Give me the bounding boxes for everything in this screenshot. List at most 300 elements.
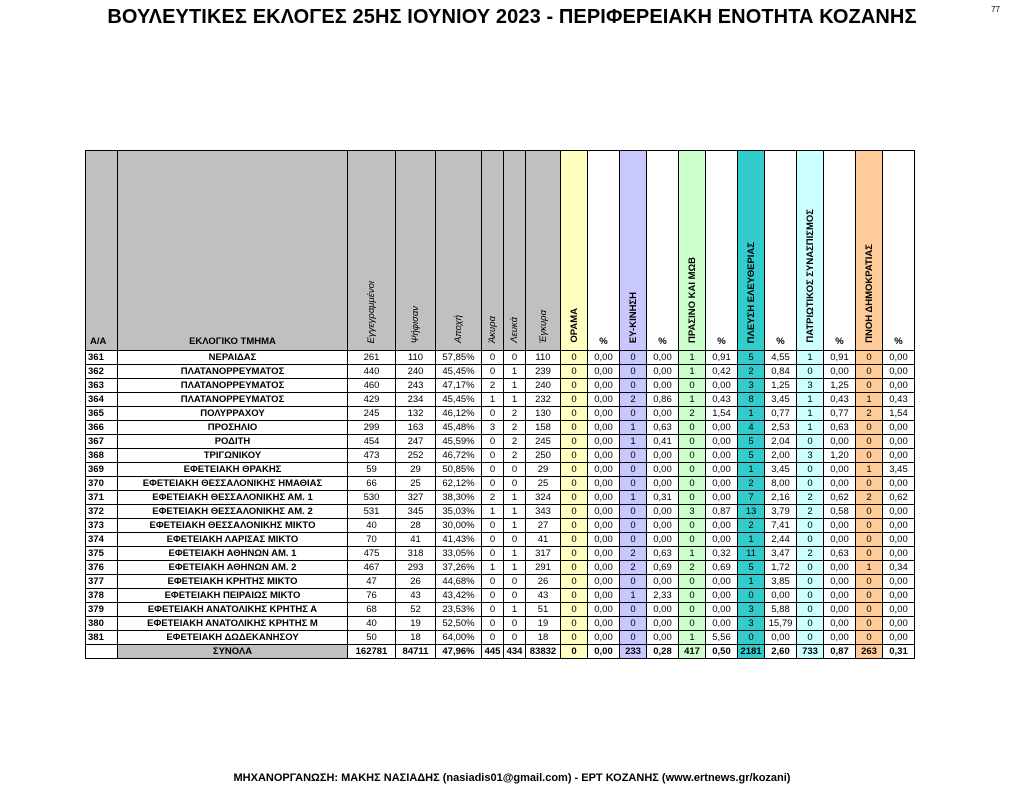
cell-orama: 0 bbox=[561, 477, 588, 491]
cell-voted: 132 bbox=[396, 407, 436, 421]
cell-orama-pct: 0,00 bbox=[588, 351, 620, 365]
cell-patriotikos-pct: 0,00 bbox=[824, 631, 856, 645]
cell-blank: 2 bbox=[504, 435, 526, 449]
cell-pnoi-pct: 0,00 bbox=[883, 533, 915, 547]
cell-orama: 0 bbox=[561, 365, 588, 379]
cell-evkinisi: 2 bbox=[620, 547, 647, 561]
cell-evkinisi: 0 bbox=[620, 617, 647, 631]
cell-abstention: 38,30% bbox=[436, 491, 482, 505]
cell-voted: 252 bbox=[396, 449, 436, 463]
cell-pnoi: 0 bbox=[856, 547, 883, 561]
cell-invalid: 0 bbox=[482, 463, 504, 477]
cell-pleusi: 2181 bbox=[738, 645, 765, 659]
cell-registered: 440 bbox=[348, 365, 396, 379]
cell-orama-pct: 0,00 bbox=[588, 379, 620, 393]
cell-pnoi-pct: 0,00 bbox=[883, 435, 915, 449]
cell-evkinisi-pct: 0,00 bbox=[647, 617, 679, 631]
cell-blank: 1 bbox=[504, 547, 526, 561]
cell-invalid: 0 bbox=[482, 617, 504, 631]
cell-patriotikos: 0 bbox=[797, 435, 824, 449]
cell-valid: 19 bbox=[526, 617, 561, 631]
table-row bbox=[86, 421, 915, 435]
col-blank-header: Λευκά bbox=[504, 151, 526, 351]
cell-valid: 343 bbox=[526, 505, 561, 519]
cell-prasino: 0 bbox=[679, 449, 706, 463]
col-invalid-header: Άκυρα bbox=[482, 151, 504, 351]
cell-evkinisi: 1 bbox=[620, 491, 647, 505]
cell-voted: 327 bbox=[396, 491, 436, 505]
cell-valid: 18 bbox=[526, 631, 561, 645]
cell-invalid: 0 bbox=[482, 631, 504, 645]
cell-valid: 291 bbox=[526, 561, 561, 575]
cell-pleusi: 4 bbox=[738, 421, 765, 435]
cell-invalid: 0 bbox=[482, 589, 504, 603]
cell-aa: 372 bbox=[86, 505, 118, 519]
cell-prasino-pct: 0,00 bbox=[706, 449, 738, 463]
cell-prasino-pct: 0,69 bbox=[706, 561, 738, 575]
cell-valid: 29 bbox=[526, 463, 561, 477]
cell-evkinisi-pct: 0,00 bbox=[647, 463, 679, 477]
cell-aa bbox=[86, 645, 118, 659]
cell-prasino: 0 bbox=[679, 477, 706, 491]
cell-section: ΝΕΡΑΙΔΑΣ bbox=[118, 351, 348, 365]
cell-section: ΤΡΙΓΩΝΙΚΟΥ bbox=[118, 449, 348, 463]
cell-orama-pct: 0,00 bbox=[588, 547, 620, 561]
cell-pnoi-pct: 0,00 bbox=[883, 547, 915, 561]
cell-patriotikos: 0 bbox=[797, 477, 824, 491]
cell-aa: 368 bbox=[86, 449, 118, 463]
cell-pnoi: 2 bbox=[856, 407, 883, 421]
cell-pleusi: 3 bbox=[738, 379, 765, 393]
cell-pnoi: 1 bbox=[856, 561, 883, 575]
cell-orama: 0 bbox=[561, 393, 588, 407]
cell-pnoi-pct: 0,00 bbox=[883, 631, 915, 645]
cell-pnoi: 263 bbox=[856, 645, 883, 659]
cell-prasino: 1 bbox=[679, 365, 706, 379]
cell-invalid: 0 bbox=[482, 575, 504, 589]
cell-prasino: 0 bbox=[679, 575, 706, 589]
cell-patriotikos-pct: 0,00 bbox=[824, 575, 856, 589]
cell-aa: 373 bbox=[86, 519, 118, 533]
cell-pnoi-pct: 0,00 bbox=[883, 351, 915, 365]
cell-evkinisi: 0 bbox=[620, 477, 647, 491]
cell-pnoi-pct: 0,00 bbox=[883, 589, 915, 603]
col-evkinisi-pct-header: % bbox=[647, 151, 679, 351]
cell-valid: 324 bbox=[526, 491, 561, 505]
cell-pnoi-pct: 0,00 bbox=[883, 477, 915, 491]
cell-prasino-pct: 0,00 bbox=[706, 617, 738, 631]
cell-pleusi-pct: 4,55 bbox=[765, 351, 797, 365]
cell-orama: 0 bbox=[561, 379, 588, 393]
cell-orama: 0 bbox=[561, 631, 588, 645]
cell-valid: 240 bbox=[526, 379, 561, 393]
cell-evkinisi-pct: 0,69 bbox=[647, 561, 679, 575]
cell-pleusi-pct: 15,79 bbox=[765, 617, 797, 631]
cell-prasino: 1 bbox=[679, 631, 706, 645]
cell-orama-pct: 0,00 bbox=[588, 617, 620, 631]
cell-patriotikos: 0 bbox=[797, 575, 824, 589]
cell-patriotikos: 1 bbox=[797, 351, 824, 365]
page-title: ΒΟΥΛΕΥΤΙΚΕΣ ΕΚΛΟΓΕΣ 25ΗΣ ΙΟΥΝΙΟΥ 2023 - ΠΕΡΙΦΕΡΕΙΑΚΗ ΕΝΟΤΗΤΑ ΚΟΖΑΝΗΣ bbox=[107, 6, 917, 28]
cell-abstention: 44,68% bbox=[436, 575, 482, 589]
cell-aa: 377 bbox=[86, 575, 118, 589]
cell-orama-pct: 0,00 bbox=[588, 393, 620, 407]
cell-evkinisi: 0 bbox=[620, 351, 647, 365]
cell-section: ΕΦΕΤΕΙΑΚΗ ΘΕΣΣΑΛΟΝΙΚΗΣ ΑΜ. 1 bbox=[118, 491, 348, 505]
cell-orama: 0 bbox=[561, 435, 588, 449]
cell-abstention: 50,85% bbox=[436, 463, 482, 477]
cell-invalid: 0 bbox=[482, 519, 504, 533]
cell-blank: 0 bbox=[504, 351, 526, 365]
cell-patriotikos: 0 bbox=[797, 589, 824, 603]
table-row bbox=[86, 365, 915, 379]
cell-orama-pct: 0,00 bbox=[588, 603, 620, 617]
cell-aa: 379 bbox=[86, 603, 118, 617]
cell-pleusi: 1 bbox=[738, 533, 765, 547]
cell-evkinisi-pct: 0,63 bbox=[647, 547, 679, 561]
cell-pleusi: 5 bbox=[738, 435, 765, 449]
cell-registered: 467 bbox=[348, 561, 396, 575]
col-voted-header: Ψήφισαν bbox=[396, 151, 436, 351]
table-row bbox=[86, 519, 915, 533]
cell-orama-pct: 0,00 bbox=[588, 435, 620, 449]
cell-pleusi: 5 bbox=[738, 561, 765, 575]
cell-patriotikos-pct: 1,25 bbox=[824, 379, 856, 393]
cell-orama: 0 bbox=[561, 617, 588, 631]
cell-orama: 0 bbox=[561, 505, 588, 519]
cell-prasino: 2 bbox=[679, 407, 706, 421]
cell-pnoi-pct: 0,31 bbox=[883, 645, 915, 659]
cell-registered: 245 bbox=[348, 407, 396, 421]
cell-patriotikos: 2 bbox=[797, 491, 824, 505]
cell-patriotikos: 0 bbox=[797, 631, 824, 645]
cell-voted: 25 bbox=[396, 477, 436, 491]
cell-patriotikos: 0 bbox=[797, 533, 824, 547]
cell-registered: 47 bbox=[348, 575, 396, 589]
cell-registered: 531 bbox=[348, 505, 396, 519]
cell-voted: 345 bbox=[396, 505, 436, 519]
cell-orama: 0 bbox=[561, 519, 588, 533]
cell-registered: 40 bbox=[348, 617, 396, 631]
col-prasino-header: ΠΡΑΣΙΝΟ ΚΑΙ ΜΩΒ bbox=[679, 151, 706, 351]
cell-voted: 29 bbox=[396, 463, 436, 477]
cell-evkinisi: 1 bbox=[620, 421, 647, 435]
cell-patriotikos: 2 bbox=[797, 505, 824, 519]
cell-blank: 1 bbox=[504, 379, 526, 393]
cell-prasino: 0 bbox=[679, 589, 706, 603]
cell-blank: 0 bbox=[504, 631, 526, 645]
cell-pnoi-pct: 0,00 bbox=[883, 505, 915, 519]
cell-aa: 371 bbox=[86, 491, 118, 505]
cell-abstention: 35,03% bbox=[436, 505, 482, 519]
cell-invalid: 2 bbox=[482, 379, 504, 393]
cell-evkinisi: 1 bbox=[620, 589, 647, 603]
cell-pnoi: 0 bbox=[856, 631, 883, 645]
cell-pleusi-pct: 2,60 bbox=[765, 645, 797, 659]
cell-prasino-pct: 0,00 bbox=[706, 379, 738, 393]
cell-patriotikos-pct: 0,00 bbox=[824, 477, 856, 491]
cell-voted: 18 bbox=[396, 631, 436, 645]
cell-abstention: 45,59% bbox=[436, 435, 482, 449]
cell-valid: 317 bbox=[526, 547, 561, 561]
cell-blank: 0 bbox=[504, 477, 526, 491]
cell-blank: 1 bbox=[504, 491, 526, 505]
table-row bbox=[86, 533, 915, 547]
cell-blank: 1 bbox=[504, 365, 526, 379]
cell-evkinisi: 0 bbox=[620, 505, 647, 519]
table-row bbox=[86, 617, 915, 631]
cell-registered: 40 bbox=[348, 519, 396, 533]
cell-abstention: 62,12% bbox=[436, 477, 482, 491]
cell-evkinisi-pct: 0,00 bbox=[647, 379, 679, 393]
cell-voted: 293 bbox=[396, 561, 436, 575]
cell-prasino: 1 bbox=[679, 393, 706, 407]
cell-pnoi: 0 bbox=[856, 477, 883, 491]
cell-patriotikos: 0 bbox=[797, 463, 824, 477]
cell-prasino: 0 bbox=[679, 379, 706, 393]
cell-abstention: 45,45% bbox=[436, 393, 482, 407]
cell-section: ΕΦΕΤΕΙΑΚΗ ΘΕΣΣΑΛΟΝΙΚΗΣ ΜΙΚΤΟ bbox=[118, 519, 348, 533]
cell-registered: 530 bbox=[348, 491, 396, 505]
cell-pnoi-pct: 0,34 bbox=[883, 561, 915, 575]
cell-orama-pct: 0,00 bbox=[588, 575, 620, 589]
cell-blank: 434 bbox=[504, 645, 526, 659]
cell-pnoi: 2 bbox=[856, 491, 883, 505]
results-body bbox=[86, 351, 915, 659]
cell-pnoi: 0 bbox=[856, 617, 883, 631]
cell-pnoi-pct: 0,62 bbox=[883, 491, 915, 505]
cell-pnoi: 0 bbox=[856, 421, 883, 435]
cell-section: ΣΥΝΟΛΑ bbox=[118, 645, 348, 659]
cell-pleusi-pct: 2,44 bbox=[765, 533, 797, 547]
cell-patriotikos: 1 bbox=[797, 407, 824, 421]
cell-section: ΕΦΕΤΕΙΑΚΗ ΑΘΗΝΩΝ ΑΜ. 2 bbox=[118, 561, 348, 575]
cell-pleusi-pct: 3,45 bbox=[765, 393, 797, 407]
table-row bbox=[86, 491, 915, 505]
cell-pnoi: 0 bbox=[856, 603, 883, 617]
cell-blank: 1 bbox=[504, 505, 526, 519]
cell-pleusi-pct: 0,00 bbox=[765, 589, 797, 603]
cell-abstention: 64,00% bbox=[436, 631, 482, 645]
cell-valid: 239 bbox=[526, 365, 561, 379]
cell-valid: 43 bbox=[526, 589, 561, 603]
col-evkinisi-header: ΕΥ-ΚΙΝΗΣΗ bbox=[620, 151, 647, 351]
cell-pleusi-pct: 0,00 bbox=[765, 631, 797, 645]
cell-valid: 250 bbox=[526, 449, 561, 463]
cell-prasino: 0 bbox=[679, 603, 706, 617]
cell-prasino-pct: 0,00 bbox=[706, 519, 738, 533]
cell-patriotikos: 733 bbox=[797, 645, 824, 659]
cell-orama-pct: 0,00 bbox=[588, 533, 620, 547]
cell-pnoi: 1 bbox=[856, 463, 883, 477]
cell-abstention: 52,50% bbox=[436, 617, 482, 631]
cell-orama-pct: 0,00 bbox=[588, 561, 620, 575]
cell-pleusi-pct: 2,04 bbox=[765, 435, 797, 449]
cell-prasino-pct: 0,00 bbox=[706, 463, 738, 477]
cell-pnoi-pct: 3,45 bbox=[883, 463, 915, 477]
cell-blank: 2 bbox=[504, 407, 526, 421]
table-row bbox=[86, 603, 915, 617]
cell-evkinisi-pct: 2,33 bbox=[647, 589, 679, 603]
cell-prasino-pct: 0,00 bbox=[706, 575, 738, 589]
cell-voted: 43 bbox=[396, 589, 436, 603]
cell-prasino-pct: 0,50 bbox=[706, 645, 738, 659]
cell-registered: 299 bbox=[348, 421, 396, 435]
cell-pleusi-pct: 3,79 bbox=[765, 505, 797, 519]
cell-prasino-pct: 0,00 bbox=[706, 603, 738, 617]
cell-patriotikos: 0 bbox=[797, 519, 824, 533]
cell-section: ΕΦΕΤΕΙΑΚΗ ΚΡΗΤΗΣ ΜΙΚΤΟ bbox=[118, 575, 348, 589]
cell-evkinisi: 0 bbox=[620, 449, 647, 463]
cell-patriotikos: 0 bbox=[797, 365, 824, 379]
cell-orama: 0 bbox=[561, 421, 588, 435]
cell-patriotikos-pct: 0,00 bbox=[824, 589, 856, 603]
cell-patriotikos-pct: 0,87 bbox=[824, 645, 856, 659]
cell-patriotikos: 3 bbox=[797, 449, 824, 463]
cell-pleusi: 8 bbox=[738, 393, 765, 407]
cell-orama-pct: 0,00 bbox=[588, 631, 620, 645]
cell-evkinisi: 0 bbox=[620, 519, 647, 533]
cell-abstention: 46,12% bbox=[436, 407, 482, 421]
cell-invalid: 445 bbox=[482, 645, 504, 659]
cell-pleusi-pct: 2,53 bbox=[765, 421, 797, 435]
cell-pleusi: 3 bbox=[738, 603, 765, 617]
cell-registered: 429 bbox=[348, 393, 396, 407]
cell-pnoi-pct: 0,00 bbox=[883, 449, 915, 463]
cell-registered: 475 bbox=[348, 547, 396, 561]
cell-invalid: 1 bbox=[482, 393, 504, 407]
cell-section: ΕΦΕΤΕΙΑΚΗ ΑΝΑΤΟΛΙΚΗΣ ΚΡΗΤΗΣ Μ bbox=[118, 617, 348, 631]
cell-orama-pct: 0,00 bbox=[588, 491, 620, 505]
cell-pnoi-pct: 0,00 bbox=[883, 379, 915, 393]
cell-pleusi: 5 bbox=[738, 449, 765, 463]
cell-pleusi: 2 bbox=[738, 477, 765, 491]
cell-voted: 247 bbox=[396, 435, 436, 449]
col-pleusi-header: ΠΛΕΥΣΗ ΕΛΕΥΘΕΡΙΑΣ bbox=[738, 151, 765, 351]
col-orama-header: ΟΡΑΜΑ bbox=[561, 151, 588, 351]
cell-abstention: 45,45% bbox=[436, 365, 482, 379]
cell-prasino: 1 bbox=[679, 351, 706, 365]
cell-evkinisi: 0 bbox=[620, 463, 647, 477]
cell-blank: 1 bbox=[504, 519, 526, 533]
cell-abstention: 33,05% bbox=[436, 547, 482, 561]
col-pnoi-pct-header: % bbox=[883, 151, 915, 351]
cell-evkinisi-pct: 0,00 bbox=[647, 631, 679, 645]
table-row bbox=[86, 407, 915, 421]
cell-orama-pct: 0,00 bbox=[588, 407, 620, 421]
cell-prasino-pct: 0,32 bbox=[706, 547, 738, 561]
cell-orama-pct: 0,00 bbox=[588, 449, 620, 463]
table-row bbox=[86, 435, 915, 449]
cell-evkinisi-pct: 0,00 bbox=[647, 407, 679, 421]
cell-prasino: 0 bbox=[679, 491, 706, 505]
cell-aa: 380 bbox=[86, 617, 118, 631]
cell-aa: 361 bbox=[86, 351, 118, 365]
table-row bbox=[86, 449, 915, 463]
cell-section: ΕΦΕΤΕΙΑΚΗ ΔΩΔΕΚΑΝΗΣΟΥ bbox=[118, 631, 348, 645]
cell-registered: 50 bbox=[348, 631, 396, 645]
cell-patriotikos-pct: 0,91 bbox=[824, 351, 856, 365]
cell-orama-pct: 0,00 bbox=[588, 505, 620, 519]
cell-invalid: 0 bbox=[482, 603, 504, 617]
table-row bbox=[86, 561, 915, 575]
cell-patriotikos: 2 bbox=[797, 547, 824, 561]
cell-orama: 0 bbox=[561, 575, 588, 589]
cell-evkinisi: 2 bbox=[620, 561, 647, 575]
cell-pnoi-pct: 1,54 bbox=[883, 407, 915, 421]
cell-patriotikos-pct: 0,63 bbox=[824, 421, 856, 435]
cell-evkinisi: 2 bbox=[620, 393, 647, 407]
header-row bbox=[86, 151, 915, 351]
cell-patriotikos-pct: 0,00 bbox=[824, 561, 856, 575]
cell-abstention: 45,48% bbox=[436, 421, 482, 435]
cell-invalid: 0 bbox=[482, 351, 504, 365]
col-abstention-header: Αποχή bbox=[436, 151, 482, 351]
cell-evkinisi-pct: 0,86 bbox=[647, 393, 679, 407]
cell-evkinisi-pct: 0,28 bbox=[647, 645, 679, 659]
table-row bbox=[86, 351, 915, 365]
cell-pleusi-pct: 3,85 bbox=[765, 575, 797, 589]
cell-patriotikos-pct: 0,77 bbox=[824, 407, 856, 421]
cell-orama: 0 bbox=[561, 407, 588, 421]
cell-pnoi-pct: 0,00 bbox=[883, 617, 915, 631]
cell-aa: 365 bbox=[86, 407, 118, 421]
cell-section: ΕΦΕΤΕΙΑΚΗ ΑΘΗΝΩΝ ΑΜ. 1 bbox=[118, 547, 348, 561]
cell-pleusi: 2 bbox=[738, 365, 765, 379]
cell-orama: 0 bbox=[561, 449, 588, 463]
cell-pnoi: 0 bbox=[856, 533, 883, 547]
cell-pnoi: 0 bbox=[856, 435, 883, 449]
cell-section: ΕΦΕΤΕΙΑΚΗ ΛΑΡΙΣΑΣ ΜΙΚΤΟ bbox=[118, 533, 348, 547]
cell-invalid: 0 bbox=[482, 407, 504, 421]
cell-prasino: 0 bbox=[679, 533, 706, 547]
cell-orama-pct: 0,00 bbox=[588, 519, 620, 533]
cell-pnoi: 1 bbox=[856, 393, 883, 407]
cell-patriotikos-pct: 0,63 bbox=[824, 547, 856, 561]
cell-abstention: 57,85% bbox=[436, 351, 482, 365]
cell-voted: 28 bbox=[396, 519, 436, 533]
cell-prasino-pct: 0,91 bbox=[706, 351, 738, 365]
cell-orama: 0 bbox=[561, 645, 588, 659]
cell-pleusi: 0 bbox=[738, 631, 765, 645]
cell-evkinisi-pct: 0,00 bbox=[647, 575, 679, 589]
cell-valid: 83832 bbox=[526, 645, 561, 659]
cell-orama: 0 bbox=[561, 561, 588, 575]
cell-orama: 0 bbox=[561, 463, 588, 477]
cell-orama-pct: 0,00 bbox=[588, 421, 620, 435]
cell-pnoi-pct: 0,00 bbox=[883, 603, 915, 617]
cell-blank: 1 bbox=[504, 603, 526, 617]
cell-aa: 374 bbox=[86, 533, 118, 547]
table-row bbox=[86, 393, 915, 407]
cell-patriotikos: 0 bbox=[797, 617, 824, 631]
cell-aa: 367 bbox=[86, 435, 118, 449]
cell-voted: 318 bbox=[396, 547, 436, 561]
cell-prasino: 0 bbox=[679, 463, 706, 477]
cell-pnoi: 0 bbox=[856, 589, 883, 603]
cell-registered: 261 bbox=[348, 351, 396, 365]
cell-valid: 25 bbox=[526, 477, 561, 491]
cell-voted: 26 bbox=[396, 575, 436, 589]
cell-patriotikos-pct: 0,58 bbox=[824, 505, 856, 519]
cell-prasino-pct: 1,54 bbox=[706, 407, 738, 421]
cell-prasino-pct: 0,00 bbox=[706, 477, 738, 491]
cell-prasino-pct: 0,42 bbox=[706, 365, 738, 379]
col-patriotikos-pct-header: % bbox=[824, 151, 856, 351]
cell-patriotikos-pct: 0,00 bbox=[824, 365, 856, 379]
cell-valid: 110 bbox=[526, 351, 561, 365]
cell-aa: 370 bbox=[86, 477, 118, 491]
